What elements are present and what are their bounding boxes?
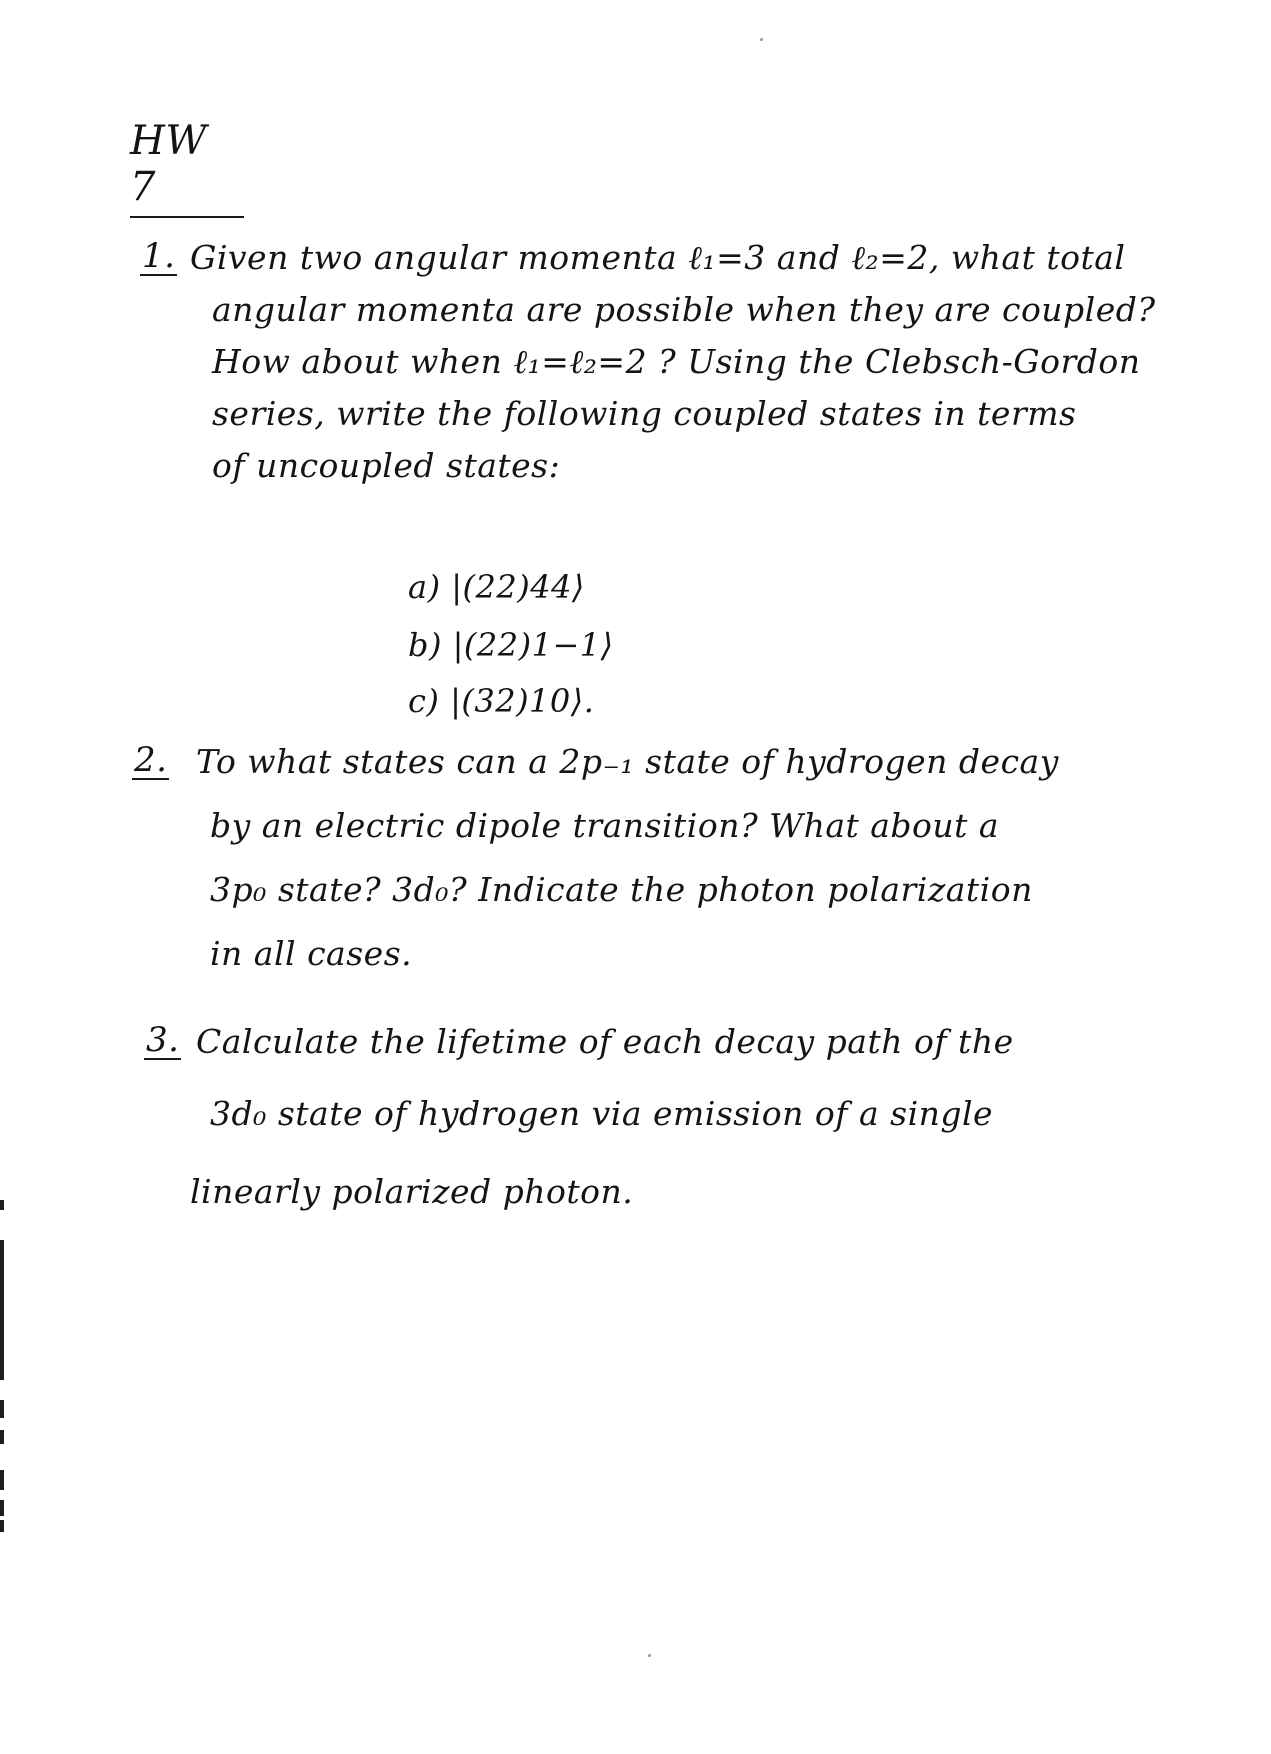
- scan-artifact: [0, 1500, 4, 1516]
- problem-text-line: How about when ℓ₁=ℓ₂=2 ? Using the Clebsch-Gordon: [212, 342, 1141, 381]
- sub-item-a: a) |(22)44⟩: [408, 568, 585, 606]
- scan-artifact: [0, 1520, 4, 1532]
- scan-speck: [648, 1654, 651, 1657]
- problem-text-line: series, write the following coupled states in terms: [212, 394, 1077, 433]
- scan-artifact: [0, 1400, 4, 1418]
- problem-number: 3.: [146, 1020, 180, 1060]
- problem-text-line: To what states can a 2p₋₁ state of hydrogen decay: [196, 742, 1059, 781]
- problem-text-line: by an electric dipole transition? What about a: [210, 806, 1000, 845]
- problem-1: [140, 236, 1156, 720]
- problem-text-line: 3p₀ state? 3d₀? Indicate the photon polarization: [210, 870, 1033, 909]
- problem-3: [140, 1022, 1140, 1222]
- sub-item-c: c) |(32)10⟩.: [408, 682, 595, 720]
- problem-text-line: linearly polarized photon.: [190, 1172, 634, 1211]
- page-title: HW 7: [130, 118, 244, 218]
- sub-item-b: b) |(22)1−1⟩: [408, 626, 614, 664]
- problem-text-line: Given two angular momenta ℓ₁=3 and ℓ₂=2, what total: [190, 238, 1126, 277]
- problem-text-line: of uncoupled states:: [212, 446, 561, 485]
- problem-number: 1.: [142, 236, 176, 276]
- scan-artifact: [0, 1200, 4, 1210]
- scan-artifact: [0, 1430, 4, 1444]
- problem-2: [134, 740, 1140, 992]
- problem-text-line: 3d₀ state of hydrogen via emission of a single: [210, 1094, 994, 1133]
- scan-artifact: [0, 1470, 4, 1490]
- problem-text-line: Calculate the lifetime of each decay path of the: [196, 1022, 1014, 1061]
- problem-text-line: in all cases.: [210, 934, 413, 973]
- problem-number: 2.: [134, 740, 168, 780]
- problem-text-line: angular momenta are possible when they are coupled?: [212, 290, 1156, 329]
- scan-artifact: [0, 1240, 4, 1380]
- scan-speck: [760, 38, 763, 41]
